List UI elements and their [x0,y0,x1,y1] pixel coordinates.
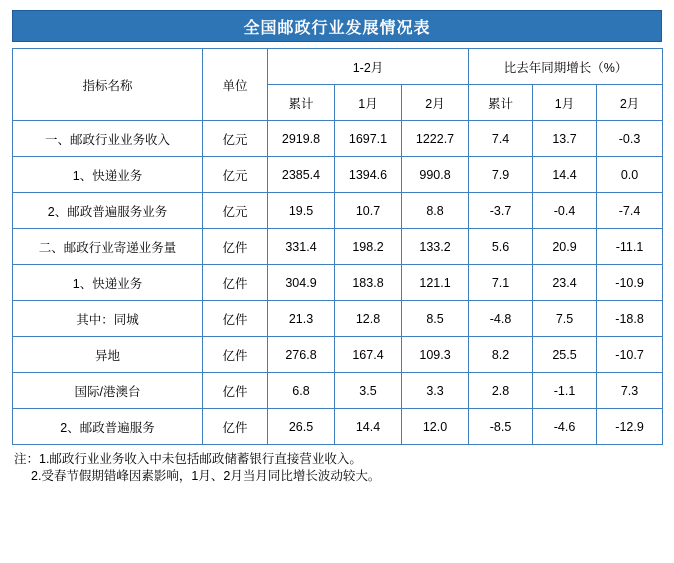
cell-growth-total: 7.9 [469,157,533,193]
column-header-indicator-name: 指标名称 [13,49,203,121]
cell-growth-total: 5.6 [469,229,533,265]
cell-growth-feb: 0.0 [597,157,663,193]
cell-period-feb: 121.1 [402,265,469,301]
cell-period-jan: 1697.1 [335,121,402,157]
cell-period-feb: 8.8 [402,193,469,229]
cell-period-feb: 990.8 [402,157,469,193]
cell-growth-feb: -12.9 [597,409,663,445]
cell-period-jan: 10.7 [335,193,402,229]
cell-growth-jan: 25.5 [533,337,597,373]
cell-growth-jan: 13.7 [533,121,597,157]
cell-growth-total: -4.8 [469,301,533,337]
row-label: 1、快递业务 [13,265,203,301]
cell-growth-jan: 20.9 [533,229,597,265]
cell-period-total: 26.5 [268,409,335,445]
cell-period-feb: 1222.7 [402,121,469,157]
cell-period-total: 19.5 [268,193,335,229]
cell-growth-jan: 7.5 [533,301,597,337]
cell-growth-feb: -18.8 [597,301,663,337]
cell-growth-total: 8.2 [469,337,533,373]
table-row [13,265,663,301]
cell-growth-total: 7.1 [469,265,533,301]
column-header-period-feb: 2月 [402,85,469,121]
row-unit: 亿件 [203,373,268,409]
cell-growth-feb: -7.4 [597,193,663,229]
column-header-growth-total: 累计 [469,85,533,121]
note-line-1: 注：1.邮政行业业务收入中未包括邮政储蓄银行直接营业收入。 [14,452,362,466]
cell-period-jan: 198.2 [335,229,402,265]
cell-growth-jan: -4.6 [533,409,597,445]
cell-period-feb: 109.3 [402,337,469,373]
cell-period-total: 304.9 [268,265,335,301]
table-row [13,301,663,337]
cell-period-feb: 12.0 [402,409,469,445]
cell-period-total: 331.4 [268,229,335,265]
cell-growth-feb: -10.7 [597,337,663,373]
table-row [13,229,663,265]
cell-growth-total: 2.8 [469,373,533,409]
row-label: 2、邮政普遍服务 [13,409,203,445]
column-header-period-total: 累计 [268,85,335,121]
cell-period-total: 2919.8 [268,121,335,157]
cell-growth-total: 7.4 [469,121,533,157]
column-header-growth-feb: 2月 [597,85,663,121]
cell-period-jan: 12.8 [335,301,402,337]
row-unit: 亿元 [203,157,268,193]
column-group-header-growth: 比去年同期增长（%） [469,49,663,85]
table-row [13,193,663,229]
table-title-bar [12,10,662,42]
row-unit: 亿元 [203,121,268,157]
cell-growth-feb: -11.1 [597,229,663,265]
table-header [13,49,663,121]
cell-period-total: 21.3 [268,301,335,337]
cell-period-jan: 3.5 [335,373,402,409]
cell-growth-jan: 23.4 [533,265,597,301]
table-row [13,337,663,373]
row-label: 异地 [13,337,203,373]
header-row-top [13,49,663,85]
note-line-2: 2.受春节假期错峰因素影响，1月、2月当月同比增长波动较大。 [31,469,381,483]
row-unit: 亿件 [203,409,268,445]
cell-growth-jan: -0.4 [533,193,597,229]
cell-period-total: 6.8 [268,373,335,409]
row-label: 2、邮政普遍服务业务 [13,193,203,229]
cell-growth-feb: 7.3 [597,373,663,409]
page-title: 全国邮政行业发展情况表 [243,19,431,37]
cell-growth-jan: -1.1 [533,373,597,409]
row-label: 其中：同城 [13,301,203,337]
column-header-growth-jan: 1月 [533,85,597,121]
table-row [13,373,663,409]
row-label: 一、邮政行业业务收入 [13,121,203,157]
cell-period-total: 276.8 [268,337,335,373]
cell-period-jan: 183.8 [335,265,402,301]
cell-period-feb: 133.2 [402,229,469,265]
row-label: 国际/港澳台 [13,373,203,409]
postal-industry-table [12,48,663,445]
row-unit: 亿元 [203,193,268,229]
cell-period-feb: 8.5 [402,301,469,337]
row-unit: 亿件 [203,301,268,337]
cell-growth-total: -3.7 [469,193,533,229]
cell-growth-total: -8.5 [469,409,533,445]
cell-growth-jan: 14.4 [533,157,597,193]
table-row [13,409,663,445]
table-notes [14,451,662,485]
table-row [13,121,663,157]
row-unit: 亿件 [203,265,268,301]
cell-period-jan: 14.4 [335,409,402,445]
cell-growth-feb: -10.9 [597,265,663,301]
cell-growth-feb: -0.3 [597,121,663,157]
row-label: 1、快递业务 [13,157,203,193]
row-label: 二、邮政行业寄递业务量 [13,229,203,265]
cell-period-jan: 1394.6 [335,157,402,193]
cell-period-jan: 167.4 [335,337,402,373]
row-unit: 亿件 [203,229,268,265]
column-header-unit: 单位 [203,49,268,121]
row-unit: 亿件 [203,337,268,373]
cell-period-feb: 3.3 [402,373,469,409]
cell-period-total: 2385.4 [268,157,335,193]
document-page [0,10,674,563]
column-group-header-period: 1-2月 [268,49,469,85]
column-header-period-jan: 1月 [335,85,402,121]
table-body [13,121,663,445]
table-row [13,157,663,193]
